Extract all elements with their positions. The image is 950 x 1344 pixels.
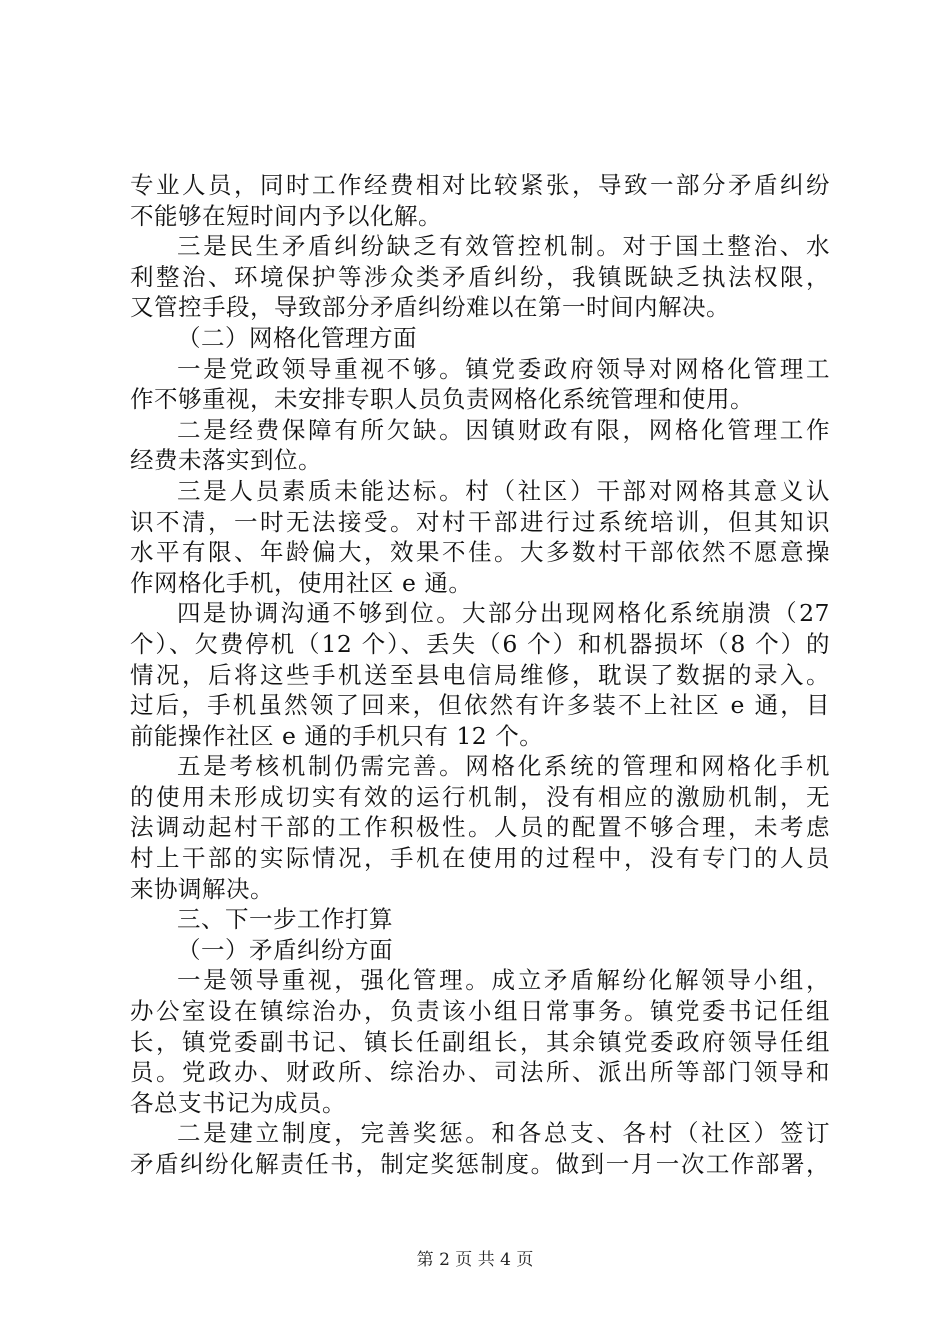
text-line: 又管控手段，导致部分矛盾纠纷难以在第一时间内解决。 (130, 293, 730, 322)
text-line: 二是建立制度，完善奖惩。和各总支、各村（社区）签订 (177, 1119, 830, 1148)
text-line: 水平有限、年龄偏大，效果不佳。大多数村干部依然不愿意操 (130, 538, 830, 567)
text-line: 作不够重视，未安排专职人员负责网格化系统管理和使用。 (130, 385, 754, 414)
text-line: 五是考核机制仍需完善。网格化系统的管理和网格化手机 (177, 752, 830, 781)
text-line: 四是协调沟通不够到位。大部分出现网格化系统崩溃（27 (177, 599, 830, 628)
text-line: 村上干部的实际情况，手机在使用的过程中，没有专门的人员 (130, 844, 830, 873)
text-line: 前能操作社区 e 通的手机只有 12 个。 (130, 721, 544, 750)
text-line: 不能够在短时间内予以化解。 (130, 201, 442, 230)
text-line: 利整治、环境保护等涉众类矛盾纠纷，我镇既缺乏执法权限， (130, 262, 830, 291)
text-line: 的使用未形成切实有效的运行机制，没有相应的激励机制，无 (130, 782, 830, 811)
text-line: 矛盾纠纷化解责任书，制定奖惩制度。做到一月一次工作部署， (130, 1150, 830, 1178)
text-line: 各总支书记为成员。 (130, 1088, 346, 1117)
text-line: 法调动起村干部的工作积极性。人员的配置不够合理，未考虑 (130, 813, 830, 842)
text-line: 个）、欠费停机（12 个）、丢失（6 个）和机器损坏（8 个）的 (130, 629, 830, 658)
text-line: 一是党政领导重视不够。镇党委政府领导对网格化管理工 (177, 354, 830, 383)
text-line: 三是人员素质未能达标。村（社区）干部对网格其意义认 (177, 476, 830, 505)
text-line: 经费未落实到位。 (130, 446, 322, 475)
text-line: 员。党政办、财政所、综治办、司法所、派出所等部门领导和 (130, 1058, 830, 1087)
text-line: 三是民生矛盾纠纷缺乏有效管控机制。对于国土整治、水 (177, 232, 830, 261)
text-line: 情况，后将这些手机送至县电信局维修，耽误了数据的录入。 (130, 660, 830, 689)
text-line: 二是经费保障有所欠缺。因镇财政有限，网格化管理工作 (177, 415, 830, 444)
text-line: 专业人员，同时工作经费相对比较紧张，导致一部分矛盾纠纷 (130, 171, 830, 199)
text-line: 办公室设在镇综治办，负责该小组日常事务。镇党委书记任组 (130, 997, 830, 1026)
text-line: 来协调解决。 (130, 874, 274, 903)
text-line: （二）网格化管理方面 (177, 323, 417, 352)
text-line: 过后，手机虽然领了回来，但依然有许多装不上社区 e 通，目 (130, 691, 830, 720)
document-body (130, 170, 830, 1180)
page-footer: 第 2 页 共 4 页 (416, 1250, 534, 1270)
text-line: 三、下一步工作打算 (177, 905, 393, 934)
text-line: 作网格化手机，使用社区 e 通。 (130, 568, 473, 597)
text-line: 长，镇党委副书记、镇长任副组长，其余镇党委政府领导任组 (130, 1027, 830, 1056)
text-line: （一）矛盾纠纷方面 (177, 935, 393, 964)
text-line: 识不清，一时无法接受。对村干部进行过系统培训，但其知识 (130, 507, 830, 536)
text-line: 一是领导重视，强化管理。成立矛盾解纷化解领导小组， (177, 966, 830, 995)
